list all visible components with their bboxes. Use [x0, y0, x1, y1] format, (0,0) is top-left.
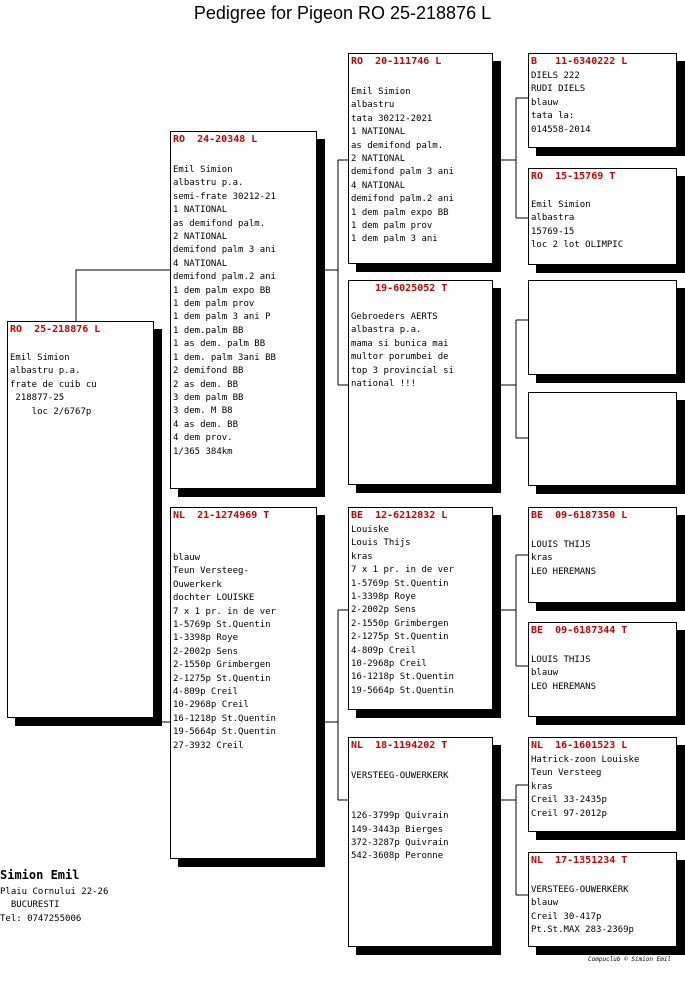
- pigeon-detail-line: demifond palm.2 ani: [351, 194, 454, 205]
- pigeon-detail-line: 27-3932 Creil: [173, 740, 244, 751]
- pigeon-detail-line: tata la:: [531, 111, 575, 122]
- pigeon-details: [531, 539, 674, 579]
- owner-address-line: Plaiu Cornului 22-26: [0, 887, 109, 897]
- owner-info: [0, 868, 108, 926]
- pigeon-detail-line: albastra p.a.: [351, 325, 422, 336]
- pigeon-card-dsd: [528, 622, 677, 717]
- pigeon-details: [173, 552, 314, 753]
- pigeon-card-sire-dam: [348, 280, 493, 485]
- pigeon-detail-line: 126-3799p Quivrain: [351, 811, 449, 822]
- pigeon-detail-line: 3 dem palm BB: [173, 392, 244, 403]
- pigeon-detail-line: kras: [531, 781, 553, 792]
- pigeon-detail-line: 10-2968p Creil: [173, 700, 249, 711]
- pigeon-detail-line: 1 dem. palm 3ani BB: [173, 352, 276, 363]
- pigeon-detail-line: 7 x 1 pr. in de ver: [351, 565, 454, 576]
- pigeon-detail-line: LEO HEREMANS: [531, 566, 597, 577]
- pigeon-detail-line: albastru p.a.: [173, 178, 244, 189]
- pigeon-detail-line: 1 dem palm 3 ani: [351, 234, 438, 245]
- pigeon-detail-line: VERSTEEG-OUWERKERK: [531, 885, 629, 895]
- pigeon-detail-line: Pt.St.MAX 283-2369p: [531, 925, 634, 936]
- pigeon-details: [351, 86, 490, 247]
- pigeon-detail-line: 1 NATIONAL: [173, 205, 228, 216]
- pigeon-card-sire-sire: [348, 53, 493, 264]
- pigeon-details: [351, 770, 490, 864]
- pigeon-detail-line: 542-3608p Peronne: [351, 851, 444, 862]
- owner-phone: Tel: 0747255006: [0, 913, 82, 924]
- pigeon-detail-line: [351, 797, 490, 810]
- pigeon-detail-line: VERSTEEG-OUWERKERK: [351, 771, 449, 781]
- pigeon-detail-line: 2 NATIONAL: [351, 154, 406, 165]
- pigeon-detail-line: loc 2 lot OLIMPIC: [531, 240, 624, 251]
- pigeon-detail-line: frate de cuib cu: [10, 379, 97, 390]
- pigeon-detail-line: 19-5664p St.Quentin: [173, 727, 276, 738]
- pigeon-detail-line: LOUIS THIJS: [531, 655, 591, 665]
- pigeon-detail-line: 2-1550p Grimbergen: [173, 660, 271, 671]
- pigeon-details: [351, 524, 490, 698]
- pigeon-detail-line: albastru p.a.: [10, 366, 81, 377]
- pigeon-detail-line: dochter LOUISKE: [173, 593, 255, 604]
- pigeon-detail-line: 218877-25: [10, 393, 65, 404]
- pigeon-detail-line: demifond palm 3 ani: [351, 167, 454, 178]
- page-title: Pedigree for Pigeon RO 25-218876 L: [193, 3, 492, 23]
- pigeon-detail-line: 1 dem palm prov: [173, 299, 255, 310]
- pigeon-detail-line: [351, 783, 490, 796]
- pigeon-detail-line: 1-5769p St.Quentin: [351, 578, 449, 589]
- pigeon-card-subject: [7, 321, 154, 718]
- pigeon-card-dam-sire: [348, 507, 493, 710]
- pigeon-detail-line: albastra: [531, 213, 575, 224]
- pigeon-detail-line: 1 dem.palm BB: [173, 325, 244, 336]
- footer-credit: Compuclub © Simion Emil: [588, 956, 672, 963]
- pigeon-detail-line: LOUIS THIJS: [531, 540, 591, 550]
- pigeon-details: [531, 70, 674, 137]
- pigeon-detail-line: 2 as dem. BB: [173, 379, 239, 390]
- pigeon-detail-line: LEO HEREMANS: [531, 681, 597, 692]
- pigeon-detail-line: blauw: [531, 898, 559, 909]
- pigeon-detail-line: 1 dem palm prov: [351, 221, 433, 232]
- pigeon-details: [10, 352, 151, 419]
- pigeon-detail-line: 1 as dem. palm BB: [173, 339, 266, 350]
- pigeon-detail-line: demifond palm.2 ani: [173, 272, 276, 283]
- pigeon-detail-line: kras: [531, 553, 553, 564]
- pigeon-detail-line: 10-2968p Creil: [351, 659, 427, 670]
- pigeon-details: [531, 654, 674, 694]
- pigeon-card-ddd: [528, 852, 677, 947]
- pigeon-detail-line: 3 dem. M B8: [173, 406, 233, 417]
- pigeon-card-sire: [170, 131, 317, 489]
- pigeon-detail-line: 1 dem palm expo BB: [351, 207, 449, 218]
- pigeon-card-dss: [528, 507, 677, 603]
- pigeon-detail-line: Teun Versteeg-: [173, 566, 249, 577]
- pigeon-detail-line: 2-1275p St.Quentin: [173, 673, 271, 684]
- pigeon-card-sdd: [528, 392, 677, 486]
- owner-address-line: BUCURESTI: [0, 900, 60, 911]
- pigeon-detail-line: as demifond palm.: [351, 140, 444, 151]
- pigeon-detail-line: 149-3443p Bierges: [351, 824, 444, 835]
- pigeon-detail-line: 4-809p Creil: [351, 645, 417, 656]
- pigeon-details: [531, 754, 674, 821]
- pigeon-detail-line: 19-5664p St.Quentin: [351, 685, 454, 696]
- pigeon-detail-line: mama si bunica mai: [351, 338, 449, 349]
- ring-number: BE 09-6187350 L: [531, 510, 628, 521]
- pigeon-detail-line: kras: [351, 551, 373, 562]
- pigeon-detail-line: 2-2002p Sens: [173, 646, 239, 657]
- pigeon-detail-line: Louis Thijs: [351, 538, 411, 549]
- pigeon-detail-line: multor porumbei de: [351, 352, 449, 363]
- pigeon-card-sss: [528, 53, 677, 148]
- ring-number: NL 17-1351234 T: [531, 855, 628, 866]
- pigeon-card-dam-dam: [348, 737, 493, 947]
- pigeon-card-dds: [528, 737, 677, 832]
- pigeon-detail-line: Louiske: [351, 525, 389, 535]
- pigeon-detail-line: albastru: [351, 100, 395, 111]
- pigeon-detail-line: 16-1218p St.Quentin: [173, 713, 276, 724]
- pigeon-detail-line: 1-5769p St.Quentin: [173, 620, 271, 631]
- pigeon-detail-line: 1 NATIONAL: [351, 127, 406, 138]
- ring-number: BE 12-6212832 L: [351, 510, 448, 521]
- pigeon-detail-line: Emil Simion: [351, 87, 411, 97]
- ring-number: B 11-6340222 L: [531, 56, 628, 67]
- pigeon-detail-line: Teun Versteeg: [531, 768, 602, 779]
- pigeon-detail-line: Creil 33-2435p: [531, 795, 607, 806]
- pigeon-detail-line: 2 demifond BB: [173, 366, 244, 377]
- pigeon-detail-line: demifond palm 3 ani: [173, 245, 276, 256]
- pigeon-details: [351, 311, 490, 391]
- pigeon-detail-line: Gebroeders AERTS: [351, 312, 438, 322]
- owner-name: Simion Emil: [0, 868, 80, 882]
- pigeon-card-dam: [170, 507, 317, 859]
- pigeon-detail-line: as demifond palm.: [173, 218, 266, 229]
- pigeon-detail-line: 4 NATIONAL: [351, 180, 406, 191]
- pigeon-detail-line: 7 x 1 pr. in de ver: [173, 606, 276, 617]
- pigeon-detail-line: 014558-2014: [531, 124, 591, 135]
- pigeon-detail-line: 2-1275p St.Quentin: [351, 632, 449, 643]
- ring-number: NL 18-1194202 T: [351, 740, 448, 751]
- pigeon-detail-line: 16-1218p St.Quentin: [351, 672, 454, 683]
- pigeon-detail-line: 15769-15: [531, 226, 575, 237]
- ring-number: RO 20-111746 L: [351, 56, 442, 67]
- pigeon-detail-line: RUDI DIELS: [531, 84, 586, 95]
- pigeon-card-ssd: [528, 168, 677, 265]
- pigeon-detail-line: 1/365 384km: [173, 446, 233, 457]
- pigeon-detail-line: Emil Simion: [173, 165, 233, 175]
- pigeon-detail-line: semi-frate 30212-21: [173, 191, 276, 202]
- pigeon-detail-line: 1-3398p Roye: [173, 633, 239, 644]
- pigeon-detail-line: Ouwerkerk: [173, 579, 222, 590]
- pigeon-detail-line: 4 as dem. BB: [173, 419, 239, 430]
- pigeon-detail-line: 1-3398p Roye: [351, 592, 417, 603]
- ring-number: BE 09-6187344 T: [531, 625, 628, 636]
- pigeon-detail-line: national !!!: [351, 379, 417, 390]
- pigeon-detail-line: loc 2/6767p: [10, 406, 92, 417]
- pigeon-detail-line: 1 dem palm expo BB: [173, 285, 271, 296]
- ring-number: RO 15-15769 T: [531, 171, 616, 182]
- pigeon-detail-line: 4 dem prov.: [173, 433, 233, 444]
- pigeon-detail-line: 4 NATIONAL: [173, 258, 228, 269]
- pigeon-detail-line: 2-1550p Grimbergen: [351, 618, 449, 629]
- pigeon-detail-line: 2 NATIONAL: [173, 232, 228, 243]
- pigeon-detail-line: 4-809p Creil: [173, 687, 239, 698]
- pigeon-detail-line: Hatrick-zoon Louiske: [531, 755, 640, 765]
- pigeon-card-sds: [528, 280, 677, 375]
- pigeon-detail-line: 372-3287p Quivrain: [351, 838, 449, 849]
- pigeon-detail-line: blauw: [531, 668, 559, 679]
- ring-number: NL 16-1601523 L: [531, 740, 628, 751]
- pigeon-detail-line: Emil Simion: [10, 353, 70, 363]
- ring-number: 19-6025052 T: [351, 283, 448, 294]
- pigeon-detail-line: 2-2002p Sens: [351, 605, 417, 616]
- pigeon-detail-line: blauw: [173, 553, 201, 563]
- ring-number: NL 21-1274969 T: [173, 510, 270, 521]
- ring-number: RO 24-20348 L: [173, 134, 258, 145]
- pigeon-details: [531, 884, 674, 938]
- pigeon-detail-line: Emil Simion: [531, 200, 591, 210]
- pigeon-details: [531, 199, 674, 253]
- pigeon-detail-line: 1 dem palm 3 ani P: [173, 312, 271, 323]
- pigeon-details: [173, 164, 314, 459]
- pigeon-detail-line: tata 30212-2021: [351, 113, 433, 124]
- pigeon-detail-line: top 3 provincial si: [351, 365, 454, 376]
- ring-number: RO 25-218876 L: [10, 324, 101, 335]
- pigeon-detail-line: DIELS 222: [531, 71, 580, 81]
- pigeon-detail-line: blauw: [531, 97, 559, 108]
- pigeon-detail-line: Creil 97-2012p: [531, 808, 607, 819]
- pigeon-detail-line: Creil 30-417p: [531, 911, 602, 922]
